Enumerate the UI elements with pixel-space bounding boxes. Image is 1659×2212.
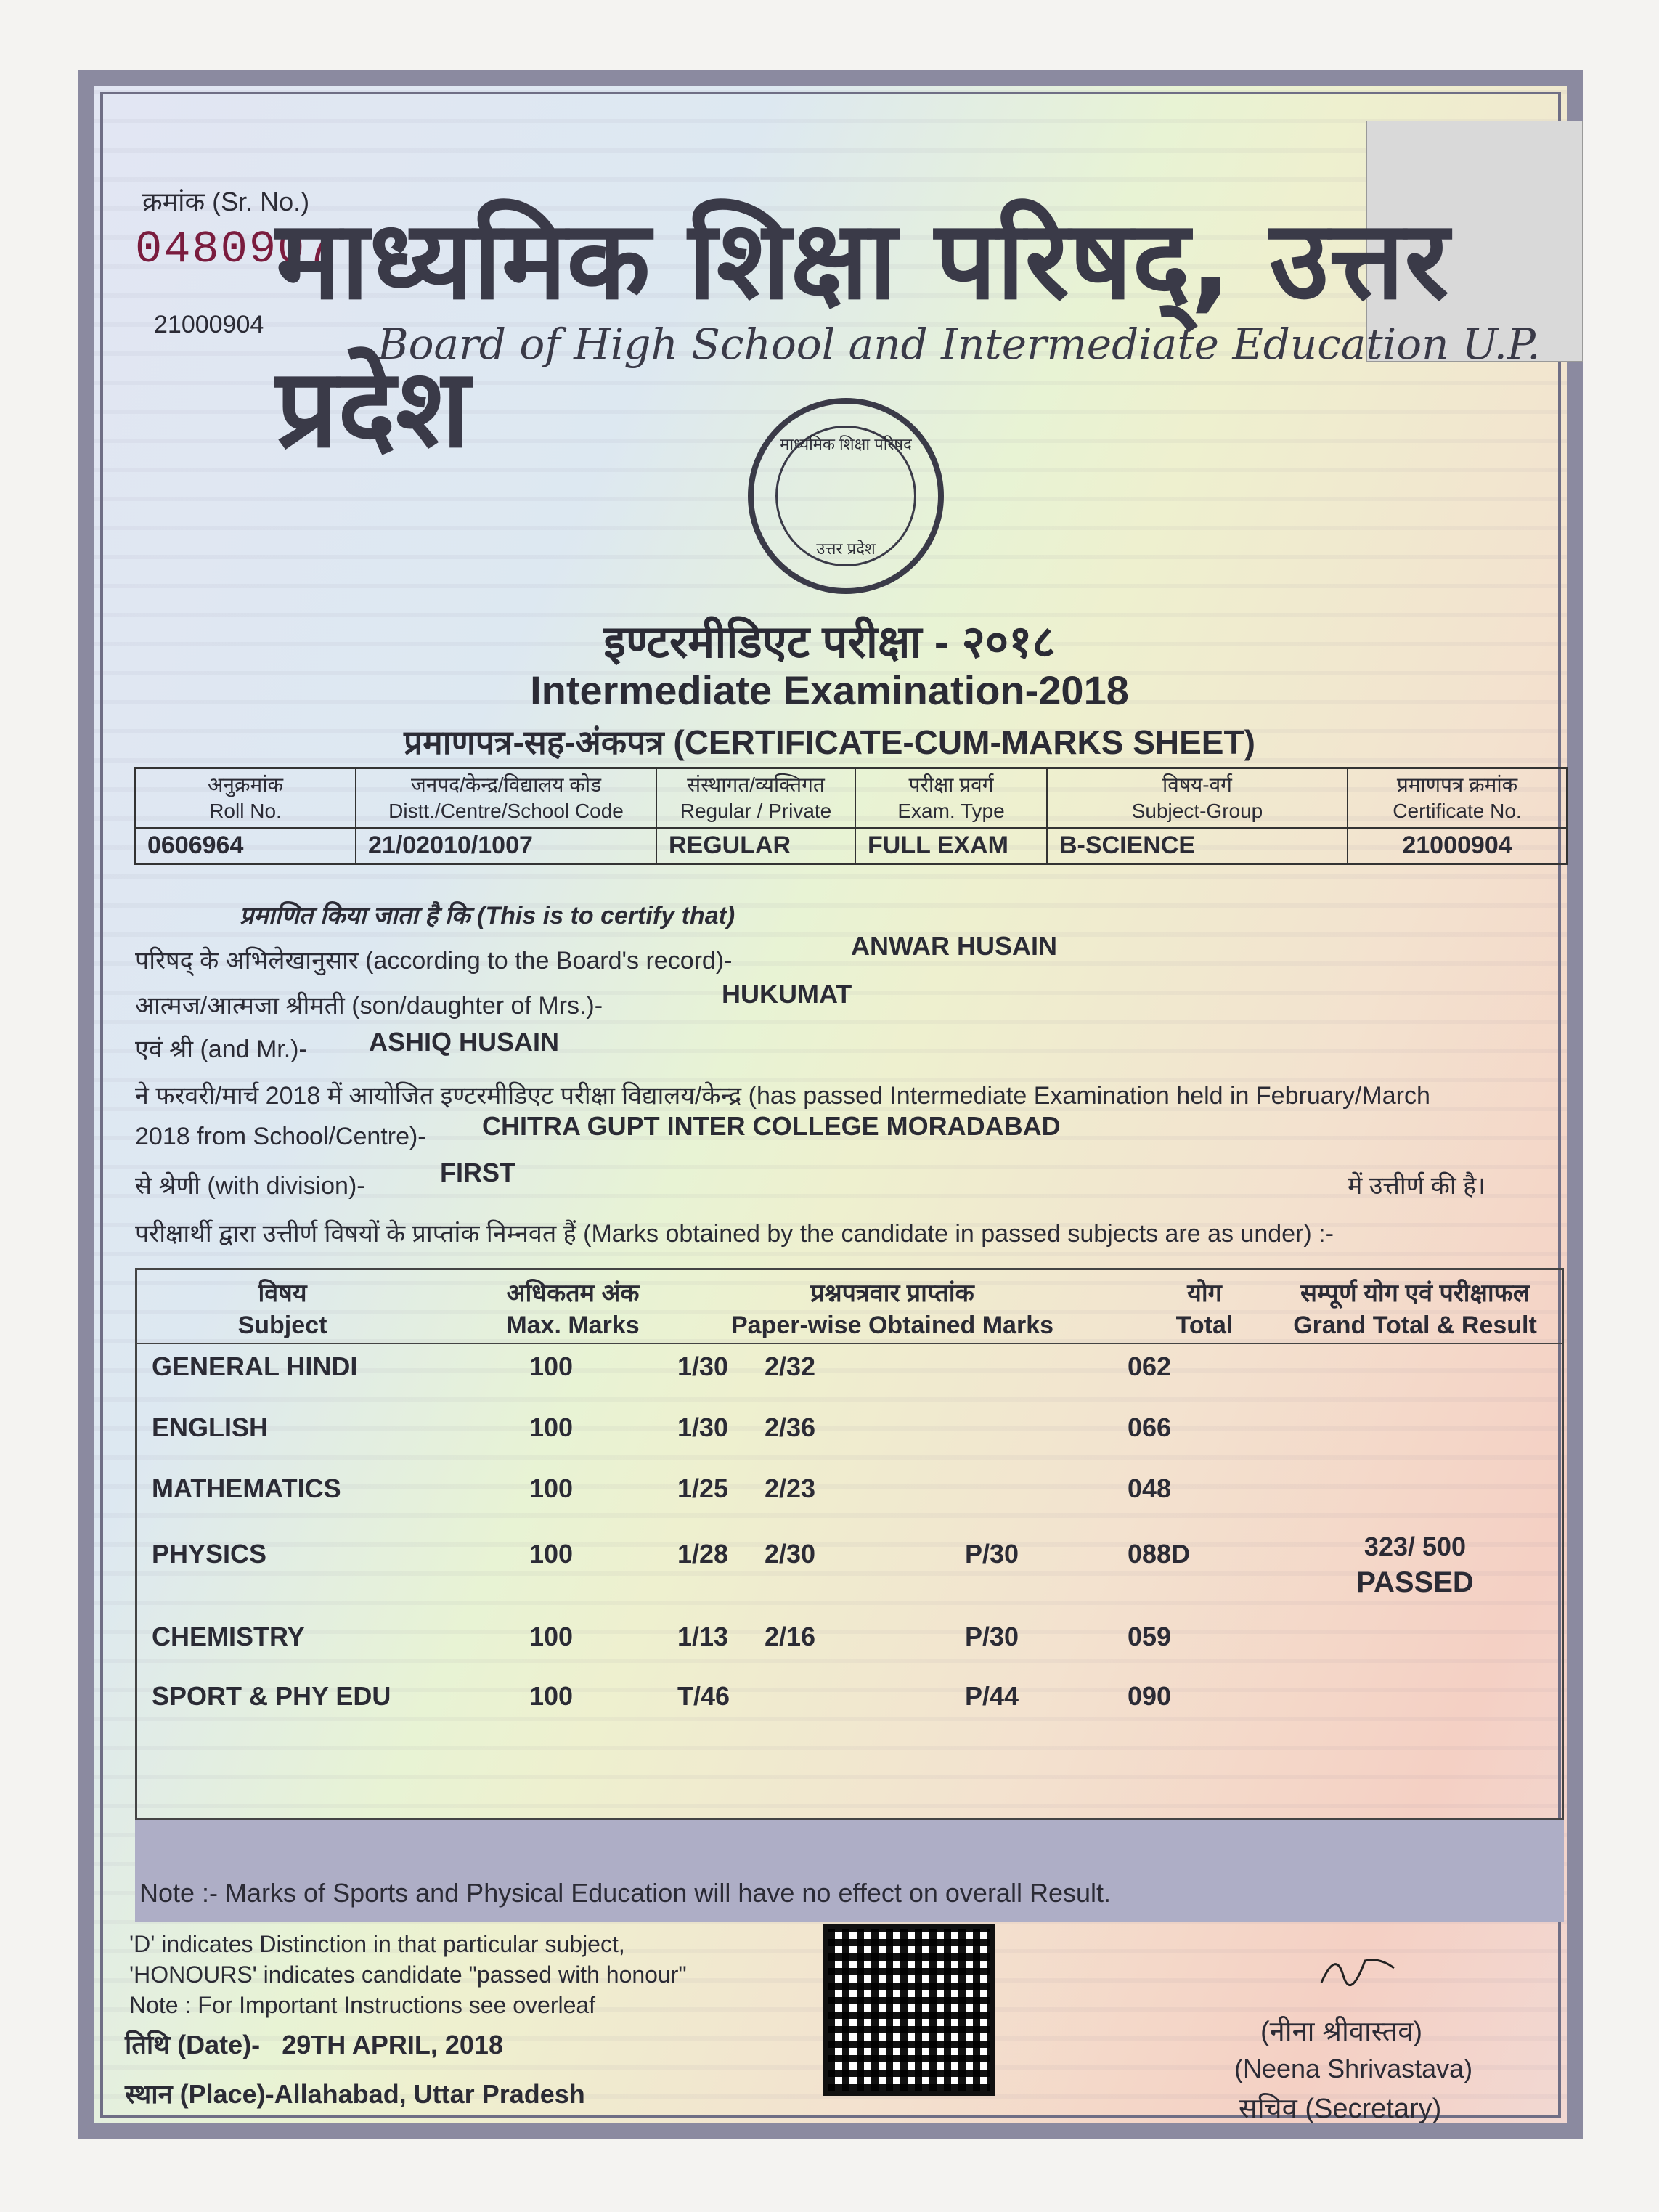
exam-type-header-en: Exam. Type — [897, 800, 1005, 822]
date-label: तिथि (Date)- — [125, 2030, 261, 2059]
sr-no-label: क्रमांक (Sr. No.) — [142, 187, 310, 216]
roll-no-header-en: Roll No. — [209, 800, 282, 822]
max-marks: 100 — [529, 1351, 574, 1381]
grand-total-header-hi: सम्पूर्ण योग एवं परीक्षाफल — [1300, 1280, 1530, 1307]
date-line — [125, 2026, 503, 2062]
paper-1-marks: 1/25 — [677, 1473, 729, 1503]
exam-type-header — [855, 768, 1047, 829]
subject-total: 066 — [1128, 1412, 1172, 1442]
signatory-title: सचिव (Secretary) — [1239, 2094, 1442, 2124]
place-label: स्थान (Place)- — [125, 2079, 274, 2109]
max-marks: 100 — [529, 1539, 574, 1569]
subject-header-hi: विषय — [258, 1280, 307, 1307]
paper-2-marks: 2/32 — [765, 1351, 816, 1381]
marks-header-divider — [137, 1343, 1562, 1344]
total-header — [1132, 1277, 1277, 1341]
legend-distinction: 'D' indicates Distinction in that particular subject, — [129, 1931, 625, 1957]
roll-no-header — [135, 768, 356, 829]
sports-note: Note :- Marks of Sports and Physical Education will have no effect on overall Result. — [139, 1878, 1111, 1908]
total-header-hi: योग — [1187, 1280, 1222, 1307]
info-value-row — [135, 828, 1568, 864]
subject-group-header-en: Subject-Group — [1131, 800, 1263, 822]
regular-private: REGULAR — [656, 828, 855, 864]
paper-1-marks: 1/30 — [677, 1351, 729, 1381]
paper-1-marks: 1/13 — [677, 1622, 729, 1651]
subject-name: SPORT & PHY EDU — [152, 1681, 391, 1711]
subject-total: 048 — [1128, 1473, 1172, 1503]
marks-row — [137, 1351, 1562, 1395]
exam-title-hindi: इण्टरमीडिएट परीक्षा - २०१८ — [603, 617, 1056, 667]
marks-row — [137, 1412, 1562, 1456]
sr-small-number: 21000904 — [154, 311, 264, 338]
regular-private-header-en: Regular / Private — [680, 800, 832, 822]
info-header-row — [135, 768, 1568, 829]
subject-total: 088D — [1128, 1539, 1191, 1569]
school-code-header-hi: जनपद/केन्द्र/विद्यालय कोड — [410, 773, 602, 796]
practical-marks: P/30 — [965, 1622, 1019, 1651]
subject-total: 062 — [1128, 1351, 1172, 1381]
candidate-name: ANWAR HUSAIN — [851, 931, 1057, 961]
passed-line: ने फरवरी/मार्च 2018 में आयोजित इण्टरमीडिएट परीक्षा विद्यालय/केन्द्र (has passed Intermediate Examination held in February/March — [135, 1082, 1430, 1110]
school-name: CHITRA GUPT INTER COLLEGE MORADABAD — [482, 1111, 1061, 1141]
subject-name: PHYSICS — [152, 1539, 267, 1569]
marks-row — [137, 1473, 1562, 1517]
subject-group-header-hi: विषय-वर्ग — [1162, 773, 1232, 796]
signatory-name-hindi: (नीना श्रीवास्तव) — [1260, 2017, 1423, 2047]
school-label: 2018 from School/Centre)- — [135, 1123, 426, 1150]
regular-private-header — [656, 768, 855, 829]
certificate-title: प्रमाणपत्र-सह-अंकपत्र (CERTIFICATE-CUM-MARKS SHEET) — [404, 723, 1255, 761]
sr-no: 0480907 — [135, 224, 335, 275]
paper-marks-header-en: Paper-wise Obtained Marks — [730, 1312, 1054, 1339]
legend-instructions: Note : For Important Instructions see overleaf — [129, 1992, 596, 2018]
legend-honours: 'HONOURS' indicates candidate "passed with honour" — [129, 1961, 687, 1988]
subject-name: GENERAL HINDI — [152, 1351, 358, 1381]
father-label: एवं श्री (and Mr.)- — [135, 1036, 307, 1063]
signatory-name-english: (Neena Shrivastava) — [1234, 2054, 1473, 2083]
grand-total-header — [1277, 1277, 1553, 1341]
school-code: 21/02010/1007 — [356, 828, 656, 864]
paper-marks-header — [725, 1277, 1059, 1341]
subject-header-en: Subject — [237, 1312, 327, 1339]
exam-type-header-hi: परीक्षा प्रवर्ग — [908, 773, 994, 796]
paper-1-marks: T/46 — [677, 1681, 730, 1711]
emblem-bottom-text: उत्तर प्रदेश — [816, 540, 876, 558]
regular-private-header-hi: संस्थागत/व्यक्तिगत — [687, 773, 825, 796]
subject-group-header — [1047, 768, 1348, 829]
marks-row — [137, 1622, 1562, 1665]
legend-block — [129, 1929, 687, 2020]
max-marks-header-hi: अधिकतम अंक — [506, 1280, 640, 1307]
certificate-no-header-hi: प्रमाणपत्र क्रमांक — [1396, 773, 1518, 796]
roll-no-header-hi: अनुक्रमांक — [208, 773, 283, 796]
certificate-no-header — [1348, 768, 1568, 829]
max-marks-header — [478, 1277, 667, 1341]
result-status: PASSED — [1356, 1566, 1474, 1598]
marks-row — [137, 1681, 1562, 1725]
certificate-no: 21000904 — [1348, 828, 1568, 864]
mother-name: HUKUMAT — [722, 979, 852, 1009]
paper-marks-header-hi: प्रश्नपत्रवार प्राप्तांक — [810, 1280, 974, 1307]
subject-total: 090 — [1128, 1681, 1172, 1711]
subject-name: MATHEMATICS — [152, 1473, 341, 1503]
max-marks: 100 — [529, 1681, 574, 1711]
max-marks-header-en: Max. Marks — [506, 1312, 640, 1339]
paper-1-marks: 1/30 — [677, 1412, 729, 1442]
note-bar — [135, 1820, 1564, 1922]
max-marks: 100 — [529, 1412, 574, 1442]
up-emblem-icon — [748, 398, 944, 594]
candidate-info-table — [134, 767, 1568, 865]
practical-marks: P/44 — [965, 1681, 1019, 1711]
place-line — [125, 2075, 585, 2111]
board-name-hindi: माध्यमिक शिक्षा परिषद्, उत्तर प्रदेश — [276, 198, 1449, 472]
paper-1-marks: 1/28 — [677, 1539, 729, 1569]
exam-type: FULL EXAM — [855, 828, 1047, 864]
total-header-en: Total — [1175, 1312, 1234, 1339]
father-name: ASHIQ HUSAIN — [369, 1027, 560, 1057]
paper-2-marks: 2/23 — [765, 1473, 816, 1503]
secretary-signature — [1314, 1946, 1401, 1990]
subject-name: ENGLISH — [152, 1412, 269, 1442]
issue-place: Allahabad, Uttar Pradesh — [274, 2079, 585, 2109]
roll-no: 0606964 — [135, 828, 356, 864]
passed-suffix: में उत्तीर्ण की है। — [1348, 1172, 1486, 1200]
subject-header — [181, 1277, 384, 1341]
paper-2-marks: 2/30 — [765, 1539, 816, 1569]
paper-2-marks: 2/36 — [765, 1412, 816, 1442]
max-marks: 100 — [529, 1473, 574, 1503]
paper-2-marks: 2/16 — [765, 1622, 816, 1651]
marks-table — [135, 1268, 1564, 1820]
emblem-top-text: माध्यमिक शिक्षा परिषद — [780, 435, 912, 453]
division: FIRST — [440, 1158, 515, 1187]
record-label: परिषद् के अभिलेखानुसार (according to the Board's record)- — [135, 947, 733, 975]
max-marks: 100 — [529, 1622, 574, 1651]
subject-name: CHEMISTRY — [152, 1622, 305, 1651]
certificate-no-header-en: Certificate No. — [1393, 800, 1522, 822]
qr-code — [823, 1924, 995, 2096]
school-code-header — [356, 768, 656, 829]
grand-total: 323/ 500 — [1364, 1532, 1467, 1561]
school-code-header-en: Distt./Centre/School Code — [388, 800, 624, 822]
grand-total-header-en: Grand Total & Result — [1293, 1312, 1537, 1339]
mother-label: आत्मज/आत्मजा श्रीमती (son/daughter of Mrs.)- — [135, 992, 603, 1020]
certify-heading: प्रमाणित किया जाता है कि (This is to certify that) — [240, 902, 735, 930]
exam-title-english: Intermediate Examination-2018 — [530, 667, 1129, 713]
issue-date: 29TH APRIL, 2018 — [282, 2030, 503, 2059]
division-label: से श्रेणी (with division)- — [135, 1172, 365, 1200]
practical-marks: P/30 — [965, 1539, 1019, 1569]
subject-group: B-SCIENCE — [1047, 828, 1348, 864]
subject-total: 059 — [1128, 1622, 1172, 1651]
marks-intro: परीक्षार्थी द्वारा उत्तीर्ण विषयों के प्राप्तांक निम्नवत हैं (Marks obtained by the candidate in passed subjects are as under) :- — [135, 1220, 1334, 1248]
board-name-english: Board of High School and Intermediate Education U.P. — [378, 320, 1541, 369]
